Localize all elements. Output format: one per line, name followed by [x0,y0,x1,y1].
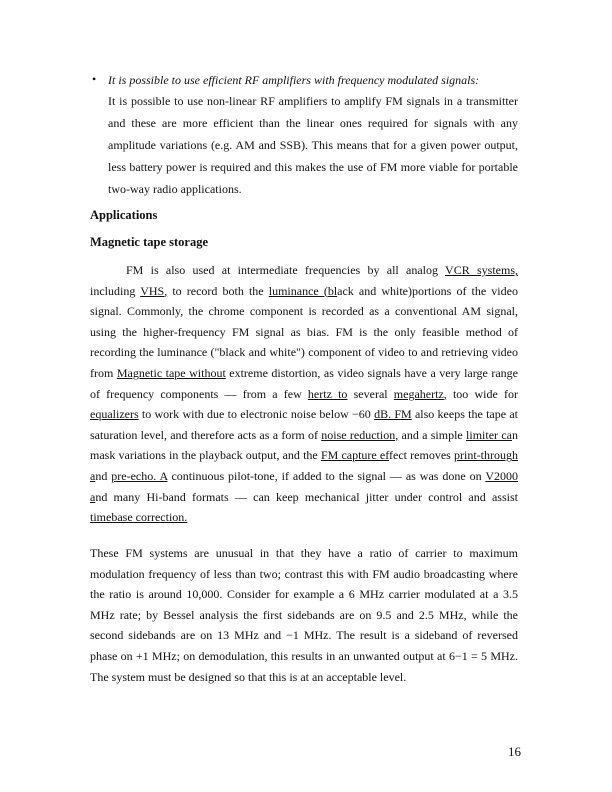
link-timebase-correction[interactable]: timebase correction. [90,510,188,525]
link-equalizers[interactable]: equalizers [90,407,139,422]
link-luminance[interactable]: luminance (bl [268,283,338,298]
link-noise-reduction[interactable]: noise reduction, [321,427,399,442]
text-run: extreme distortion, as video signals have a very large range of frequency components — from a few [90,365,518,401]
text-run: nd [95,468,112,483]
bullet-item [92,70,518,200]
fm-systems-text: These FM systems are unusual in that they have a ratio of carrier to maximum modulation frequency of less than two; contrast this with FM audio broadcasting where the ratio is around 10,000. Consider for example a 6 MHz carrier modulated at a 3.5 MHz rate; by Bessel analysis the first sidebands are on 9.5 and 2.5 MHz, while the second sidebands are on 13 MHz and −1 MHz. The result is a sideband of reversed phase on +1 MHz; on demodulation, this results in an unwanted output at 6−1 = 5 MHz. The system must be designed so that this is at an acceptable level. [90,546,518,684]
link-megahertz[interactable]: megahertz, [393,386,447,401]
text-run: several [347,386,394,401]
magnetic-tape-heading: Magnetic tape storage [90,235,209,249]
applications-heading: Applications [90,208,158,222]
text-run: also keeps the tape at saturation level, and therefore acts as a form of [90,407,518,442]
text-run: and a simple [398,427,467,442]
link-magnetic-tape[interactable]: Magnetic tape without [116,365,226,380]
text-run: ack and white)portions of the video signal. Commonly, the chrome component is recorded as a conventional AM signal, using the higher-frequency FM signal as bias. FM is the only feasible method of recording the luminance ("black and white") component of video to and retrieving video from [90,283,518,380]
text-run: nd many Hi-band formats — can keep mechanical jitter under control and assist [95,489,518,504]
page-number: 16 [508,744,521,759]
bullet-text: It is possible to use non-linear RF amplifiers to amplify FM signals in a transmitter and these are more efficient than the linear ones required for signals with any amplitude variations (e.g. AM and SSB). This means that for a given power output, less battery power is required and this makes the use of FM more viable for portable two-way radio applications. [108,94,518,196]
text-run: including [90,283,141,298]
text-run: to work with due to electronic noise below −60 [138,407,375,422]
link-hertz[interactable]: hertz to [307,386,348,401]
bullet-lead: It is possible to use efficient RF amplifiers with frequency modulated signals: [108,73,480,87]
link-v2000[interactable]: V2000 a [90,468,519,504]
link-db[interactable]: dB. FM [374,407,412,422]
link-fm-capture[interactable]: FM capture ef [320,448,390,463]
link-vcr[interactable]: VCR systems, [445,263,518,277]
magnetic-tape-paragraph [90,260,518,528]
link-limiter[interactable]: limiter ca [466,427,512,442]
bullet-icon: • [92,72,97,86]
link-pre-echo[interactable]: pre-echo. A [111,468,168,483]
text-run: fect removes [389,448,454,463]
fm-systems-paragraph [90,543,518,687]
text-run: to record both the [167,283,269,298]
text-run: FM is also used at intermediate frequencies by all analog [126,263,446,277]
text-run: n mask variations in the playback output, and the [90,427,518,463]
text-run: continuous pilot-tone, if added to the signal — as was done on [167,468,486,483]
text-run: too wide for [446,386,518,401]
link-print-through[interactable]: print-through a [90,448,518,483]
link-vhs[interactable]: VHS, [140,283,168,298]
